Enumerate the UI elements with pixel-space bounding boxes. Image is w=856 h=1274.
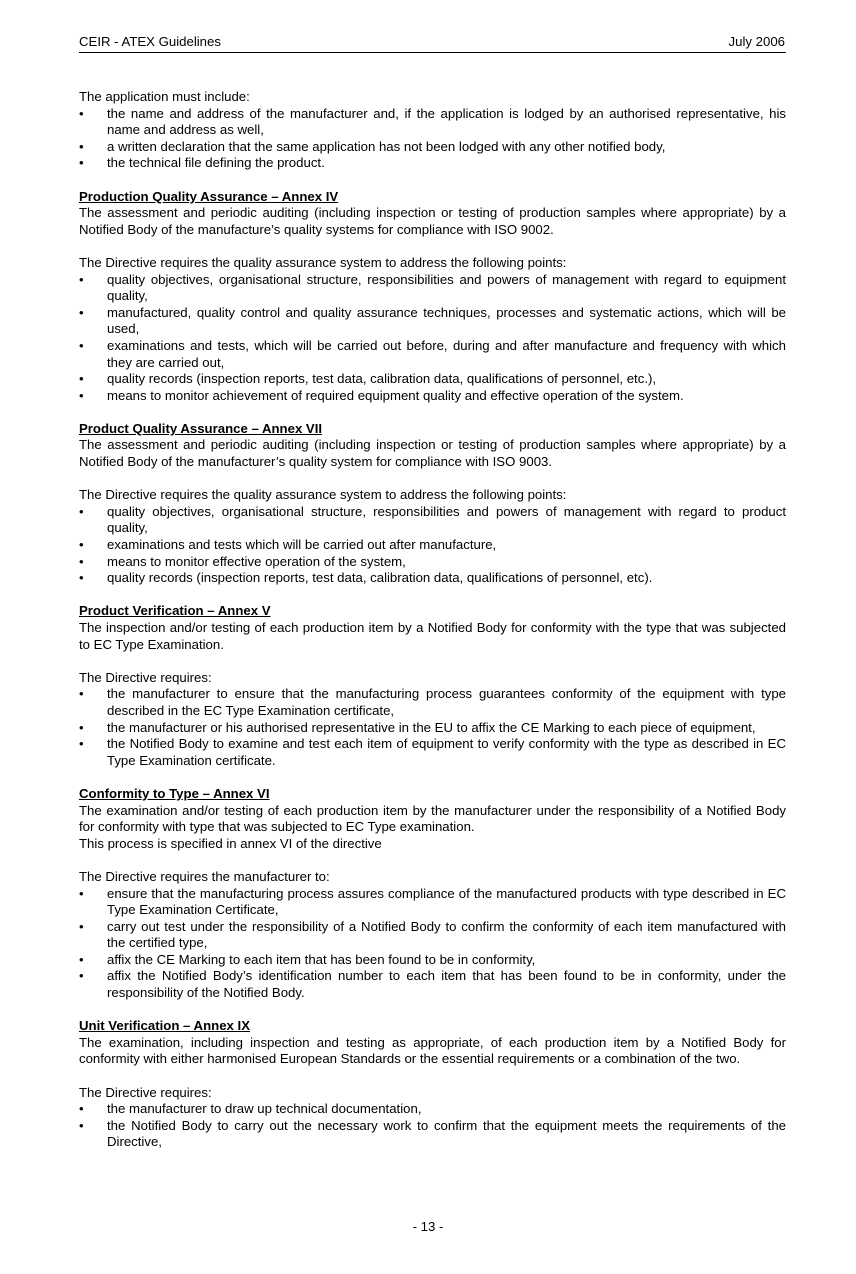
bullet-item: • affix the CE Marking to each item that has been found to be in conformity, [79, 952, 786, 969]
section-lead: The Directive requires the quality assurance system to address the following points: [79, 254, 567, 270]
bullet-item: • means to monitor effective operation of the system, [79, 554, 786, 571]
section-description: The examination and/or testing of each production item by the manufacturer under the responsibility of a Notified Body for conformity with type that was subjected to EC Type examination. [79, 802, 786, 835]
header-date: July 2006 [728, 34, 785, 49]
section-bullet-list [79, 1101, 786, 1151]
bullet-item: • ensure that the manufacturing process assures compliance of the manufactured products with type described in EC Type Examination Certificate, [79, 886, 786, 919]
application-requirements [79, 89, 786, 172]
page-header [79, 34, 786, 53]
section-production-quality-assurance [79, 189, 786, 405]
bullet-item: • the manufacturer to draw up technical documentation, [79, 1101, 786, 1118]
bullet-item: • the technical file defining the product. [79, 155, 786, 172]
section-product-quality-assurance [79, 421, 786, 587]
intro-lead: The application must include: [79, 89, 250, 104]
bullet-item: • the Notified Body to examine and test each item of equipment to verify conformity with the type as described in EC Type Examination certificate. [79, 736, 786, 769]
section-heading: Conformity to Type – Annex VI [79, 785, 270, 801]
bullet-item: • manufactured, quality control and quality assurance techniques, processes and systematic actions, which will be used, [79, 305, 786, 338]
bullet-item: • the name and address of the manufacturer and, if the application is lodged by an authorised representative, his name and address as well, [79, 106, 786, 139]
section-heading: Product Quality Assurance – Annex VII [79, 420, 323, 436]
bullet-item: • the Notified Body to carry out the necessary work to confirm that the equipment meets the requirements of the Directive, [79, 1118, 786, 1151]
section-unit-verification [79, 1018, 786, 1151]
section-lead: The Directive requires the quality assurance system to address the following points: [79, 487, 567, 503]
section-bullet-list [79, 272, 786, 405]
bullet-item: • quality records (inspection reports, test data, calibration data, qualifications of personnel, etc). [79, 570, 786, 587]
section-bullet-list [79, 886, 786, 1002]
section-description: The inspection and/or testing of each production item by a Notified Body for conformity with the type that was subjected to EC Type Examination. [79, 620, 786, 652]
section-description: The assessment and periodic auditing (including inspection or testing of production samples where appropriate) by a Notified Body of the manufacture’s quality systems for compliance with ISO 9002. [79, 205, 786, 237]
section-heading: Product Verification – Annex V [79, 603, 271, 619]
bullet-item: • carry out test under the responsibility of a Notified Body to confirm the conformity of each item manufactured with the certified type, [79, 919, 786, 952]
bullet-item: • quality objectives, organisational structure, responsibilities and powers of management with regard to equipment quality, [79, 272, 786, 305]
section-lead: The Directive requires: [79, 1084, 212, 1100]
section-description-note: This process is specified in annex VI of the directive [79, 835, 382, 851]
page-body [79, 89, 786, 1168]
section-lead: The Directive requires the manufacturer to: [79, 868, 330, 884]
bullet-item: • means to monitor achievement of required equipment quality and effective operation of the system. [79, 388, 786, 405]
section-bullet-list [79, 504, 786, 587]
section-description: The assessment and periodic auditing (including inspection or testing of production samples where appropriate) by a Notified Body of the manufacturer’s quality system for compliance with ISO 9003. [79, 437, 786, 470]
section-conformity-to-type [79, 786, 786, 1002]
bullet-item: • examinations and tests, which will be carried out before, during and after manufacture and frequency with which they are carried out, [79, 338, 786, 371]
bullet-item: • the manufacturer to ensure that the manufacturing process guarantees conformity of the equipment with type described in the EC Type Examination certificate, [79, 686, 786, 719]
page-number: - 13 - [412, 1219, 444, 1234]
bullet-item: • affix the Notified Body’s identification number to each item that has been found to be in conformity, under the responsibility of the Notified Body. [79, 968, 786, 1001]
section-product-verification [79, 603, 786, 769]
bullet-item: • quality records (inspection reports, test data, calibration data, qualifications of personnel, etc.), [79, 371, 786, 388]
section-heading: Unit Verification – Annex IX [79, 1018, 250, 1034]
section-description: The examination, including inspection and testing as appropriate, of each production item by a Notified Body for conformity with either harmonised European Standards or the essential requirements or a combination of the two. [79, 1034, 786, 1067]
section-bullet-list [79, 686, 786, 769]
bullet-item: • the manufacturer or his authorised representative in the EU to affix the CE Marking to each piece of equipment, [79, 720, 786, 737]
bullet-item: • examinations and tests which will be carried out after manufacture, [79, 537, 786, 554]
section-lead: The Directive requires: [79, 669, 212, 685]
bullet-item: • quality objectives, organisational structure, responsibilities and powers of management with regard to product quality, [79, 504, 786, 537]
header-title: CEIR - ATEX Guidelines [79, 34, 221, 49]
bullet-item: • a written declaration that the same application has not been lodged with any other notified body, [79, 139, 786, 156]
section-heading: Production Quality Assurance – Annex IV [79, 188, 339, 204]
intro-bullet-list [79, 106, 786, 172]
